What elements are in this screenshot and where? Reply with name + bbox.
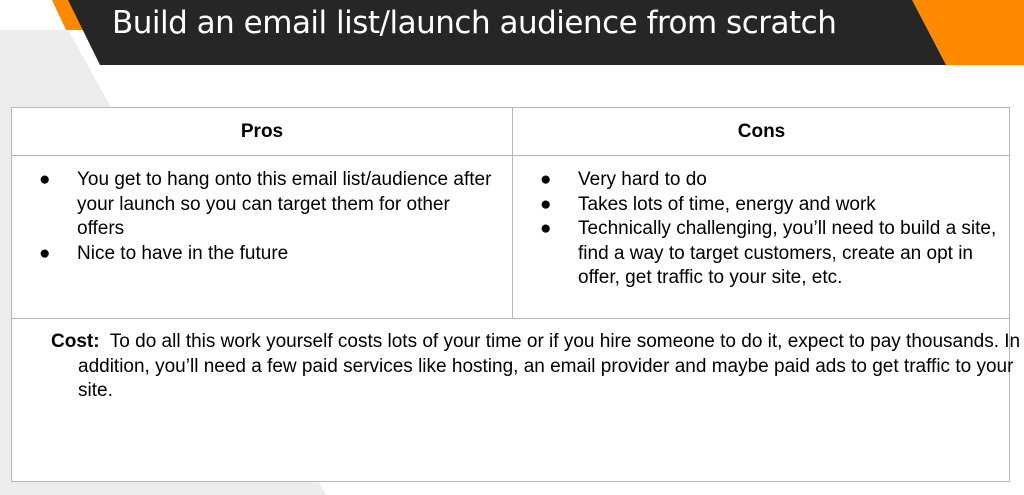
bullet: ●: [39, 169, 51, 190]
bullet: ●: [540, 193, 552, 215]
pros-cons-table: [11, 107, 1021, 482]
cost-divider: [12, 318, 1009, 319]
pros-item-text: Nice to have in the future: [77, 242, 289, 264]
cost-text: To do all this work yourself costs lots of your time or if you hire someone to do it, expect to pay thousands. In addition, you’ll need a few paid services like hosting, an email provider and maybe paid ads to get traffic to your site.: [78, 331, 1021, 401]
slide-title: Build an email list/launch audience from scratch: [112, 5, 837, 41]
list-item: [12, 168, 502, 242]
list-item: [12, 242, 502, 267]
list-item: [513, 168, 998, 193]
cons-header: Cons: [737, 121, 786, 142]
list-item: [513, 217, 998, 291]
cons-list: [513, 168, 998, 291]
pros-item-text: You get to hang onto this email list/audience after your launch so you can target them for other offers: [77, 169, 492, 239]
cost-paragraph: [51, 330, 1024, 404]
bullet: ●: [540, 169, 552, 190]
cons-item-text: Takes lots of time, energy and work: [578, 193, 876, 215]
cons-item-text: Technically challenging, you’ll need to build a site, find a way to target customers, create an opt in offer, get traffic to your site, etc.: [578, 218, 997, 288]
pros-list: [12, 168, 502, 266]
bullet: ●: [39, 242, 51, 264]
list-item: [513, 193, 998, 218]
bullet: ●: [540, 218, 552, 239]
pros-header: Pros: [240, 121, 284, 142]
cons-item-text: Very hard to do: [578, 169, 707, 190]
header-divider: [12, 155, 1009, 156]
cost-label: Cost:: [51, 331, 100, 352]
